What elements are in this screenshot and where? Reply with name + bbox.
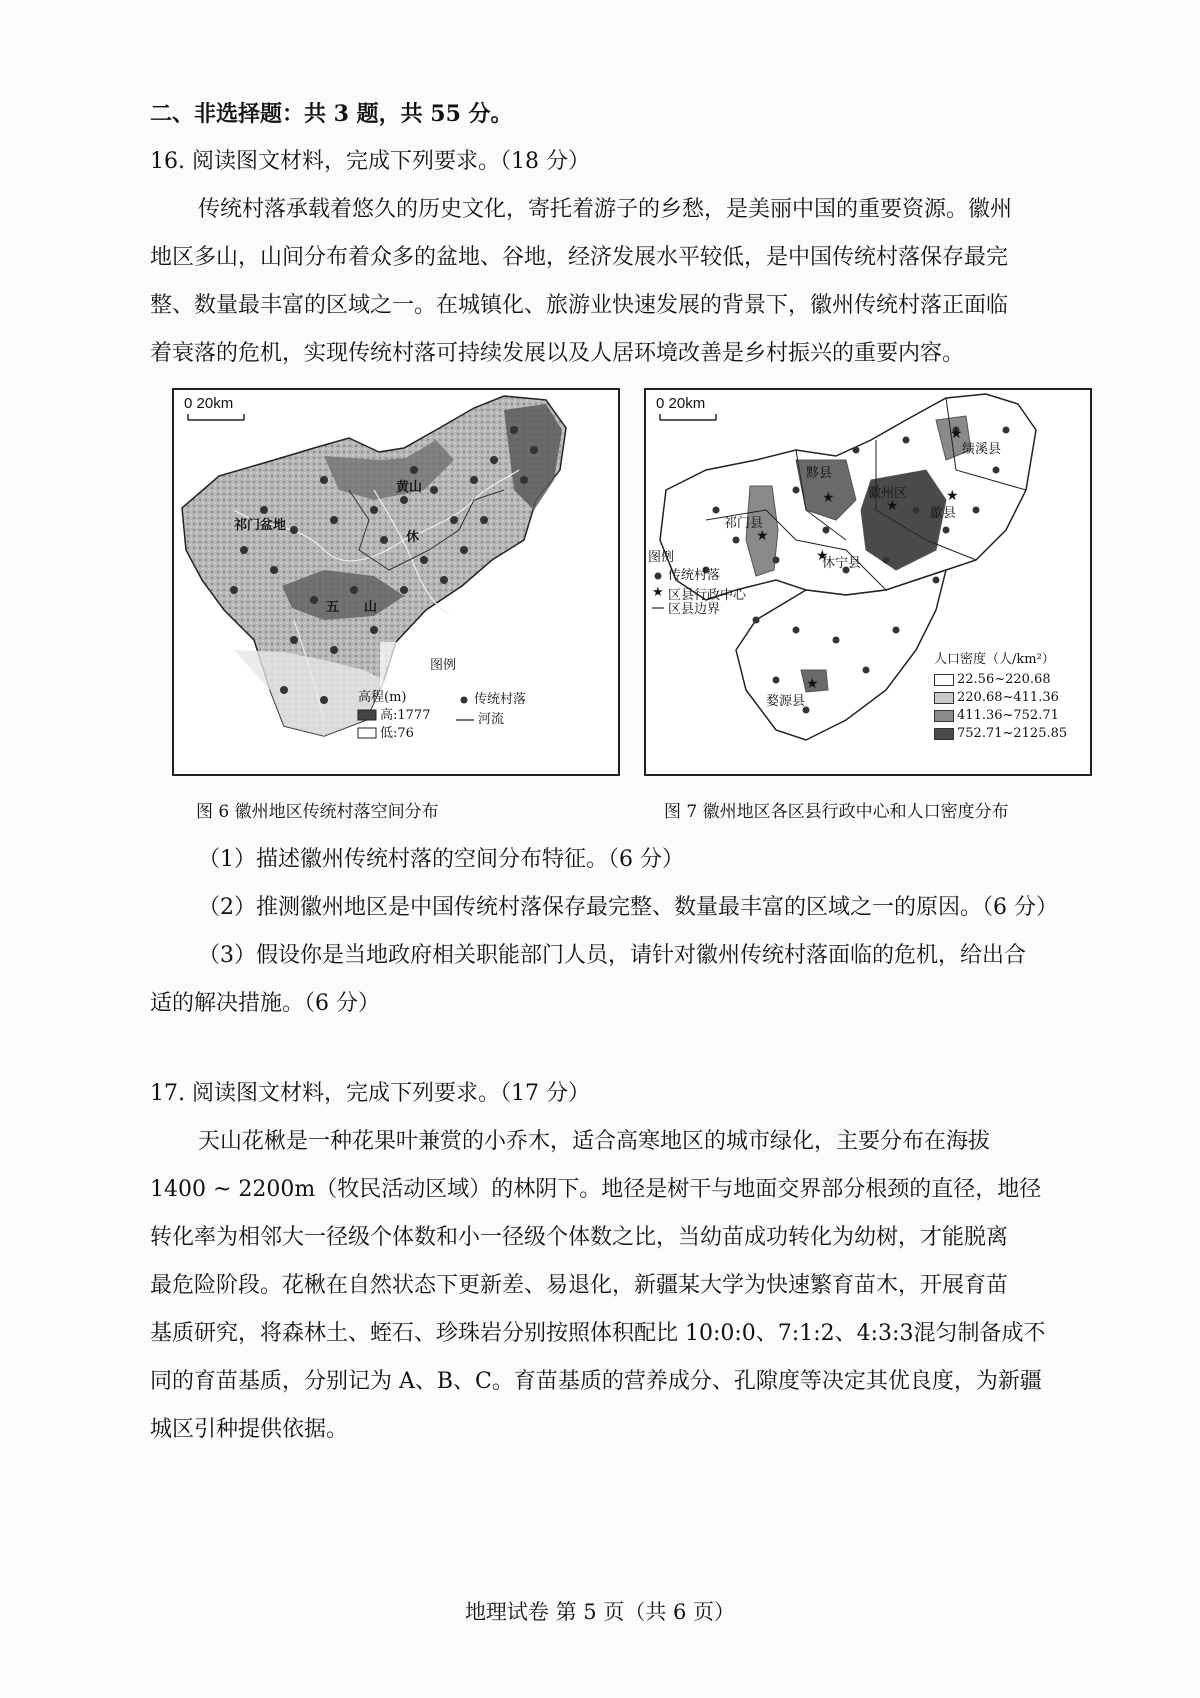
density-label: 411.36~752.71 bbox=[957, 708, 1059, 723]
q16-sub-question: 适的解决措施。（6 分） bbox=[150, 991, 380, 1016]
q16-sub-question: （1）描述徽州传统村落的空间分布特征。（6 分） bbox=[198, 847, 684, 872]
q16-sub-question: （2）推测徽州地区是中国传统村落保存最完整、数量最丰富的区域之一的原因。（6 分） bbox=[198, 895, 1058, 920]
figure-6-legend-low: 低:76 bbox=[380, 726, 414, 741]
density-legend-row bbox=[934, 708, 1059, 723]
figure-6-legend-village: 传统村落 bbox=[474, 692, 527, 707]
q16-para-line: 传统村落承载着悠久的历史文化，寄托着游子的乡愁，是美丽中国的重要资源。徽州 bbox=[198, 197, 1013, 222]
figure-6-caption: 图 6 徽州地区传统村落空间分布 bbox=[196, 802, 439, 822]
label-huangshan: 黄山 bbox=[396, 480, 423, 495]
svg-text:★: ★ bbox=[950, 426, 963, 442]
label-wuyuan: 婺源县 bbox=[766, 694, 806, 709]
svg-text:★: ★ bbox=[652, 585, 664, 600]
label-mountain-shan: 山 bbox=[364, 600, 378, 615]
figure-7-caption: 图 7 徽州地区各区县行政中心和人口密度分布 bbox=[664, 802, 1009, 822]
svg-text:★: ★ bbox=[822, 490, 835, 506]
q17-para-line: 天山花楸是一种花果叶兼赏的小乔木，适合高寒地区的城市绿化，主要分布在海拔 bbox=[198, 1129, 991, 1154]
figure-7-map bbox=[644, 388, 1092, 776]
figure-7-legend-border: 区县边界 bbox=[668, 602, 721, 617]
svg-text:★: ★ bbox=[946, 488, 959, 504]
figure-7-legend-village: 传统村落 bbox=[668, 568, 721, 583]
figure-6-legend-elevation: 高程(m) bbox=[358, 690, 407, 705]
label-mountain-wu: 五 bbox=[326, 600, 340, 615]
figure-6-map bbox=[172, 388, 620, 776]
figure-6-legend-river: 河流 bbox=[478, 712, 505, 727]
figure-6-legend-title: 图例 bbox=[430, 658, 457, 673]
page-footer: 地理试卷 第 5 页（共 6 页） bbox=[464, 1600, 736, 1624]
density-swatch bbox=[934, 674, 954, 686]
figure-6-legend-high: 高:1777 bbox=[380, 708, 431, 723]
density-legend-row bbox=[934, 726, 1067, 741]
q16-para-line: 地区多山，山间分布着众多的盆地、谷地，经济发展水平较低，是中国传统村落保存最完 bbox=[150, 245, 1009, 270]
figure-7-legend-center: 区县行政中心 bbox=[668, 588, 747, 603]
q16-title: 16. 阅读图文材料，完成下列要求。（18 分） bbox=[150, 149, 590, 174]
label-xiuning: 休宁县 bbox=[822, 556, 862, 571]
q17-para-line: 同的育苗基质，分别记为 A、B、C。育苗基质的营养成分、孔隙度等决定其优良度，为新疆 bbox=[150, 1369, 1042, 1394]
q17-para-line: 基质研究，将森林土、蛭石、珍珠岩分别按照体积配比 10:0:0、7:1:2、4:3:3混匀制备成不 bbox=[150, 1321, 1046, 1346]
label-huizhou-district: 徽州区 bbox=[868, 486, 908, 501]
q17-para-line: 1400 ~ 2200m（牧民活动区域）的林阴下。地径是树干与地面交界部分根颈的直径，地径 bbox=[150, 1177, 1042, 1202]
label-qimen-basin: 祁门盆地 bbox=[234, 518, 287, 533]
label-shexian: 歙县 bbox=[930, 506, 957, 521]
svg-text:★: ★ bbox=[816, 548, 829, 564]
figure-7-legend-title: 图例 bbox=[648, 550, 675, 565]
density-label: 752.71~2125.85 bbox=[957, 726, 1068, 741]
svg-text:★: ★ bbox=[756, 528, 769, 544]
q17-para-line: 最危险阶段。花楸在自然状态下更新差、易退化，新疆某大学为快速繁育苗木，开展育苗 bbox=[150, 1273, 1009, 1298]
q16-sub-question: （3）假设你是当地政府相关职能部门人员，请针对徽州传统村落面临的危机，给出合 bbox=[198, 943, 1026, 968]
density-label: 220.68~411.36 bbox=[957, 690, 1059, 705]
label-qimen-county: 祁门县 bbox=[724, 516, 764, 531]
density-label: 22.56~220.68 bbox=[957, 672, 1051, 687]
density-swatch bbox=[934, 692, 954, 704]
q17-para-line: 转化率为相邻大一径级个体数和小一径级个体数之比，当幼苗成功转化为幼树，才能脱离 bbox=[150, 1225, 1009, 1250]
q17-title: 17. 阅读图文材料，完成下列要求。（17 分） bbox=[150, 1081, 590, 1106]
label-jixi: 绩溪县 bbox=[962, 442, 1002, 457]
section-heading: 二、非选择题：共 3 题，共 55 分。 bbox=[150, 101, 513, 127]
figure-6-scale: 0 20km bbox=[184, 395, 234, 412]
density-swatch bbox=[934, 728, 954, 740]
label-yixian: 黟县 bbox=[806, 466, 833, 481]
svg-text:★: ★ bbox=[886, 498, 899, 514]
label-xiu: 休 bbox=[406, 530, 420, 545]
density-swatch bbox=[934, 710, 954, 722]
figure-7-density-title: 人口密度（人/km²） bbox=[934, 652, 1055, 667]
q16-para-line: 整、数量最丰富的区域之一。在城镇化、旅游业快速发展的背景下，徽州传统村落正面临 bbox=[150, 293, 1009, 318]
figure-7-scale: 0 20km bbox=[656, 395, 706, 412]
svg-text:★: ★ bbox=[806, 676, 819, 692]
density-legend-row bbox=[934, 672, 1051, 687]
q16-para-line: 着衰落的危机，实现传统村落可持续发展以及人居环境改善是乡村振兴的重要内容。 bbox=[150, 341, 965, 366]
density-legend-row bbox=[934, 690, 1059, 705]
q17-para-line: 城区引种提供依据。 bbox=[150, 1417, 349, 1442]
